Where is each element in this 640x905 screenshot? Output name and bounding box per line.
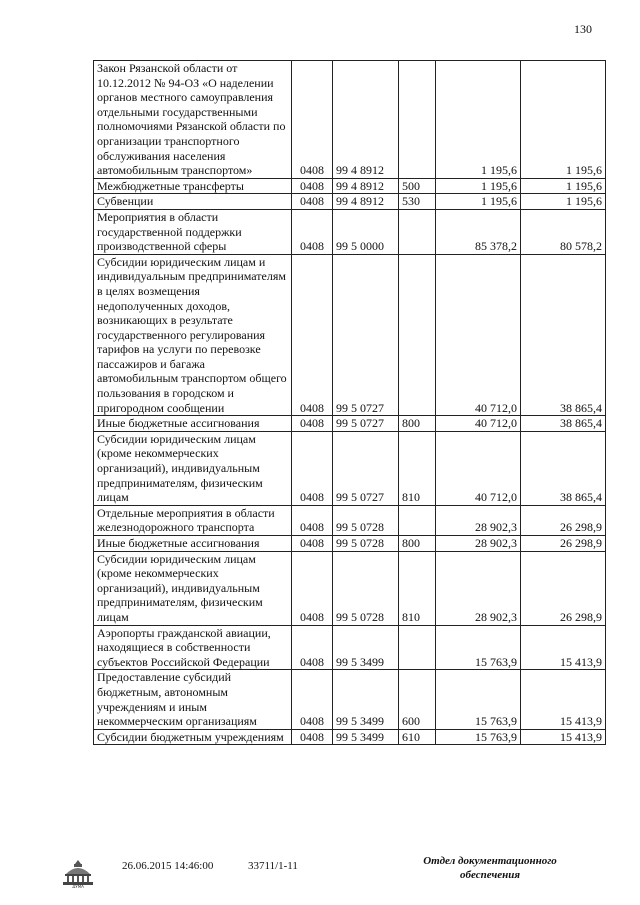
row-amount-1-cell: 1 195,6 bbox=[436, 61, 521, 179]
row-type-cell: 610 bbox=[399, 729, 436, 745]
budget-table bbox=[93, 60, 606, 745]
stamp-text: ДУМА bbox=[72, 884, 84, 888]
row-type-cell bbox=[399, 209, 436, 254]
row-section-cell: 0408 bbox=[292, 536, 333, 552]
row-section-cell: 0408 bbox=[292, 729, 333, 745]
row-amount-2-cell: 38 865,4 bbox=[521, 254, 606, 416]
table-row bbox=[94, 416, 606, 432]
row-amount-1-cell: 40 712,0 bbox=[436, 254, 521, 416]
duma-emblem-icon bbox=[60, 858, 96, 888]
row-section-cell: 0408 bbox=[292, 551, 333, 625]
row-name-cell: Отдельные мероприятия в области железнодорожного транспорта bbox=[94, 505, 292, 535]
row-type-cell bbox=[399, 254, 436, 416]
budget-table-body bbox=[94, 61, 606, 745]
row-amount-1-cell: 40 712,0 bbox=[436, 431, 521, 505]
row-code-cell: 99 5 3499 bbox=[333, 729, 399, 745]
row-type-cell: 600 bbox=[399, 670, 436, 729]
table-row bbox=[94, 670, 606, 729]
row-section-cell: 0408 bbox=[292, 625, 333, 670]
row-code-cell: 99 4 8912 bbox=[333, 178, 399, 194]
page-number: 130 bbox=[574, 22, 592, 36]
row-type-cell: 500 bbox=[399, 178, 436, 194]
row-name-cell: Мероприятия в области государственной поддержки производственной сферы bbox=[94, 209, 292, 254]
row-code-cell: 99 4 8912 bbox=[333, 61, 399, 179]
department-line-1: Отдел документационного bbox=[423, 855, 557, 867]
table-row bbox=[94, 551, 606, 625]
row-amount-2-cell: 15 413,9 bbox=[521, 625, 606, 670]
row-amount-1-cell: 28 902,3 bbox=[436, 505, 521, 535]
row-amount-1-cell: 1 195,6 bbox=[436, 194, 521, 210]
row-amount-2-cell: 26 298,9 bbox=[521, 505, 606, 535]
row-type-cell: 810 bbox=[399, 551, 436, 625]
row-section-cell: 0408 bbox=[292, 505, 333, 535]
row-name-cell: Аэропорты гражданской авиации, находящиеся в собственности субъектов Российской Федерации bbox=[94, 625, 292, 670]
table-row bbox=[94, 194, 606, 210]
table-row bbox=[94, 729, 606, 745]
row-section-cell: 0408 bbox=[292, 209, 333, 254]
row-amount-2-cell: 38 865,4 bbox=[521, 416, 606, 432]
row-code-cell: 99 5 3499 bbox=[333, 670, 399, 729]
row-amount-1-cell: 40 712,0 bbox=[436, 416, 521, 432]
row-name-cell: Межбюджетные трансферты bbox=[94, 178, 292, 194]
row-code-cell: 99 5 3499 bbox=[333, 625, 399, 670]
row-code-cell: 99 5 0728 bbox=[333, 551, 399, 625]
row-name-cell: Субвенции bbox=[94, 194, 292, 210]
row-code-cell: 99 5 0000 bbox=[333, 209, 399, 254]
table-row bbox=[94, 254, 606, 416]
row-code-cell: 99 5 0727 bbox=[333, 416, 399, 432]
row-amount-2-cell: 1 195,6 bbox=[521, 61, 606, 179]
row-amount-1-cell: 15 763,9 bbox=[436, 670, 521, 729]
row-amount-2-cell: 26 298,9 bbox=[521, 536, 606, 552]
row-code-cell: 99 5 0727 bbox=[333, 431, 399, 505]
row-code-cell: 99 5 0727 bbox=[333, 254, 399, 416]
table-row bbox=[94, 625, 606, 670]
table-row bbox=[94, 209, 606, 254]
duma-emblem-stamp bbox=[60, 858, 96, 893]
row-type-cell: 530 bbox=[399, 194, 436, 210]
row-name-cell: Субсидии юридическим лицам и индивидуальным предпринимателям в целях возмещения недополученных доходов, возникающих в результате государственного регулирования тарифов на услуги по перевозке пассажиров и багажа автомобильным транспортом общего пользования в городском и пригородном сообщении bbox=[94, 254, 292, 416]
row-name-cell: Субсидии юридическим лицам (кроме некоммерческих организаций), индивидуальным предпринимателям, физическим лицам bbox=[94, 551, 292, 625]
row-code-cell: 99 4 8912 bbox=[333, 194, 399, 210]
row-amount-2-cell: 1 195,6 bbox=[521, 194, 606, 210]
row-amount-2-cell: 15 413,9 bbox=[521, 670, 606, 729]
row-type-cell: 810 bbox=[399, 431, 436, 505]
row-amount-2-cell: 26 298,9 bbox=[521, 551, 606, 625]
row-amount-1-cell: 15 763,9 bbox=[436, 729, 521, 745]
row-type-cell bbox=[399, 625, 436, 670]
row-type-cell bbox=[399, 505, 436, 535]
row-section-cell: 0408 bbox=[292, 61, 333, 179]
print-datetime: 26.06.2015 14:46:00 bbox=[122, 860, 214, 872]
table-row bbox=[94, 61, 606, 179]
row-amount-1-cell: 28 902,3 bbox=[436, 551, 521, 625]
row-amount-2-cell: 38 865,4 bbox=[521, 431, 606, 505]
row-section-cell: 0408 bbox=[292, 431, 333, 505]
row-section-cell: 0408 bbox=[292, 178, 333, 194]
row-amount-1-cell: 85 378,2 bbox=[436, 209, 521, 254]
department-line-2: обеспечения bbox=[459, 869, 520, 881]
table-row bbox=[94, 178, 606, 194]
row-type-cell: 800 bbox=[399, 536, 436, 552]
row-amount-2-cell: 80 578,2 bbox=[521, 209, 606, 254]
row-amount-1-cell: 28 902,3 bbox=[436, 536, 521, 552]
department-stamp bbox=[405, 854, 575, 882]
row-code-cell: 99 5 0728 bbox=[333, 536, 399, 552]
row-section-cell: 0408 bbox=[292, 670, 333, 729]
row-name-cell: Закон Рязанской области от 10.12.2012 № 94-ОЗ «О наделении органов местного самоуправления отдельными государственными полномочиями Рязанской области по организации транспортного обслуживания населения автомобильным транспортом» bbox=[94, 61, 292, 179]
row-section-cell: 0408 bbox=[292, 416, 333, 432]
row-name-cell: Предоставление субсидий бюджетным, автономным учреждениям и иным некоммерческим организациям bbox=[94, 670, 292, 729]
row-amount-2-cell: 1 195,6 bbox=[521, 178, 606, 194]
row-type-cell: 800 bbox=[399, 416, 436, 432]
row-amount-2-cell: 15 413,9 bbox=[521, 729, 606, 745]
row-name-cell: Иные бюджетные ассигнования bbox=[94, 416, 292, 432]
row-name-cell: Иные бюджетные ассигнования bbox=[94, 536, 292, 552]
row-section-cell: 0408 bbox=[292, 194, 333, 210]
row-name-cell: Субсидии юридическим лицам (кроме некоммерческих организаций), индивидуальным предпринимателям, физическим лицам bbox=[94, 431, 292, 505]
table-row bbox=[94, 431, 606, 505]
row-type-cell bbox=[399, 61, 436, 179]
row-section-cell: 0408 bbox=[292, 254, 333, 416]
row-code-cell: 99 5 0728 bbox=[333, 505, 399, 535]
row-name-cell: Субсидии бюджетным учреждениям bbox=[94, 729, 292, 745]
table-row bbox=[94, 536, 606, 552]
table-row bbox=[94, 505, 606, 535]
document-number: 33711/1-11 bbox=[248, 860, 298, 872]
row-amount-1-cell: 1 195,6 bbox=[436, 178, 521, 194]
row-amount-1-cell: 15 763,9 bbox=[436, 625, 521, 670]
